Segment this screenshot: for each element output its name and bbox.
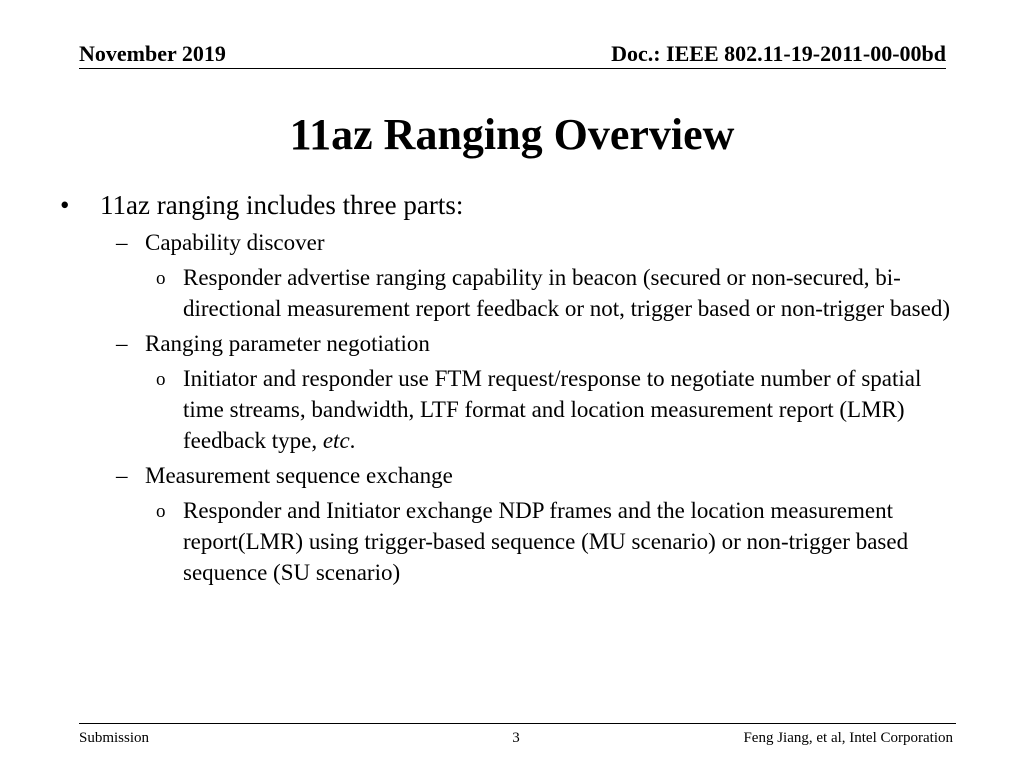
- part-label: Measurement sequence exchange: [145, 463, 453, 488]
- footer-submission: Submission: [79, 730, 150, 746]
- part-detail-measurement: [0, 495, 958, 588]
- part-detail-end: .: [349, 428, 356, 453]
- header-rule: [79, 68, 946, 69]
- part-item-measurement: [0, 462, 1024, 490]
- slide-title: 11az Ranging Overview: [289, 110, 735, 159]
- header-date: November 2019: [79, 41, 226, 66]
- slide-content: [0, 187, 1024, 591]
- part-detail-capability: [0, 262, 958, 324]
- part-detail-text: Responder and Initiator exchange NDP frames and the location measurement report(LMR) using trigger-based sequence (MU scenario) or non-trigger based sequence (SU scenario): [183, 498, 909, 585]
- dash-marker: –: [116, 230, 128, 255]
- bullet-item: [0, 187, 1024, 223]
- part-item-capability: [0, 229, 1024, 257]
- part-detail-italic: etc: [322, 428, 350, 453]
- dash-marker: –: [116, 463, 128, 488]
- sub-marker: o: [156, 369, 166, 390]
- dash-marker: –: [116, 331, 128, 356]
- header-doc-id: Doc.: IEEE 802.11-19-2011-00-00bd: [611, 41, 946, 66]
- page-number: 3: [512, 730, 520, 746]
- bullet-marker: •: [60, 190, 70, 220]
- sub-marker: o: [156, 501, 166, 522]
- part-item-negotiation: [0, 330, 1024, 358]
- part-detail-text: Initiator and responder use FTM request/response to negotiate number of spatial time streams, bandwidth, LTF format and location measurement report (LMR) feedback type,: [183, 366, 922, 453]
- bullet-text: 11az ranging includes three parts:: [100, 190, 464, 220]
- part-detail-negotiation: [0, 363, 958, 456]
- part-label: Ranging parameter negotiation: [145, 331, 430, 356]
- part-label: Capability discover: [145, 230, 325, 255]
- footer-rule: [79, 723, 956, 724]
- part-detail-text: Responder advertise ranging capability in beacon (secured or non-secured, bi-directional measurement report feedback or not, trigger based or non-trigger based): [183, 265, 950, 321]
- footer-author: Feng Jiang, et al, Intel Corporation: [743, 730, 953, 746]
- sub-marker: o: [156, 268, 166, 289]
